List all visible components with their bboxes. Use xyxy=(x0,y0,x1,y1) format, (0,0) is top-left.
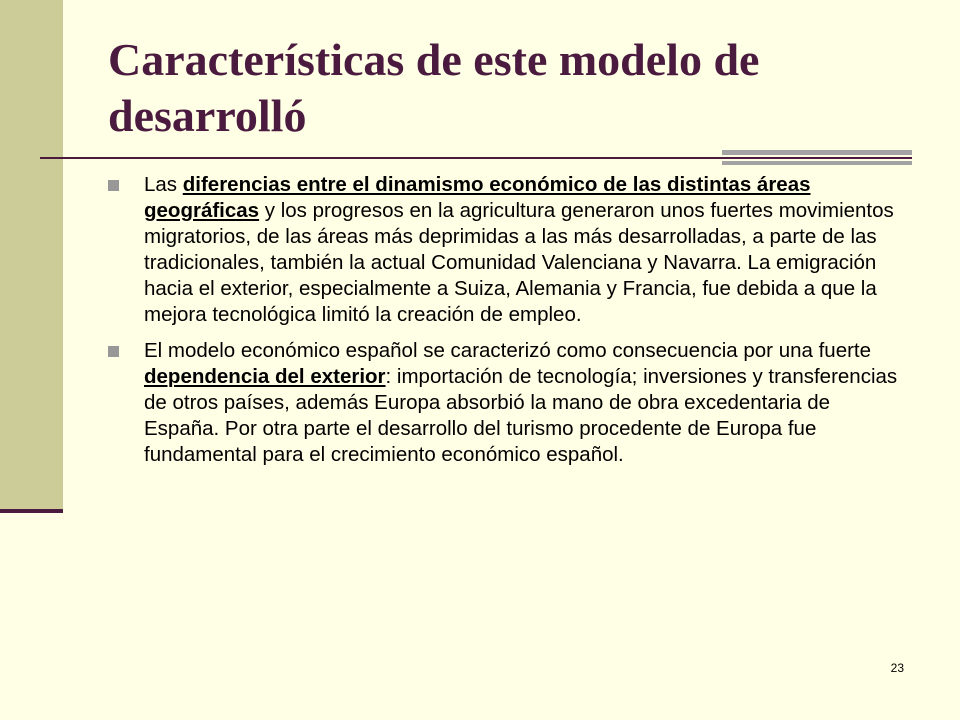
title-divider xyxy=(40,157,912,159)
slide-body xyxy=(108,172,908,478)
bullet-text-pre: El modelo económico español se caracterizó como consecuencia por una fuerte xyxy=(144,339,872,362)
bullet-text-post: y los progresos en la agricultura generaron unos fuertes movimientos migratorios, de las áreas más deprimidas a las más desarrolladas, a parte de las tradicionales, también la actual Comunidad Valenciana y Navarra. La emigración hacia el exterior, especialmente a Suiza, Alemania y Francia, fue debida a que la mejora tecnológica limitó la creación de empleo. xyxy=(144,199,894,326)
bullet-text-pre: Las xyxy=(144,173,183,196)
side-band xyxy=(0,0,63,512)
page-number: 23 xyxy=(890,661,904,675)
title-decor-bar xyxy=(722,150,912,155)
square-bullet-icon xyxy=(108,346,119,357)
bullet-item xyxy=(108,172,908,328)
bullet-highlight: dependencia del exterior xyxy=(144,365,386,388)
title-decor-bar-lower xyxy=(722,161,912,165)
slide-title: Características de este modelo de desarrolló xyxy=(108,34,760,141)
side-band-line xyxy=(0,509,63,513)
bullet-text-post: : importación de tecnología; inversiones y transferencias de otros países, además Europa absorbió la mano de obra excedentaria de España. Por otra parte el desarrollo del turismo procedente de Europa fue fundamental para el crecimiento económico español. xyxy=(144,365,898,466)
bullet-item xyxy=(108,338,908,468)
square-bullet-icon xyxy=(108,180,119,191)
bullet-highlight: diferencias entre el dinamismo económico de las distintas áreas geográficas xyxy=(144,173,811,222)
